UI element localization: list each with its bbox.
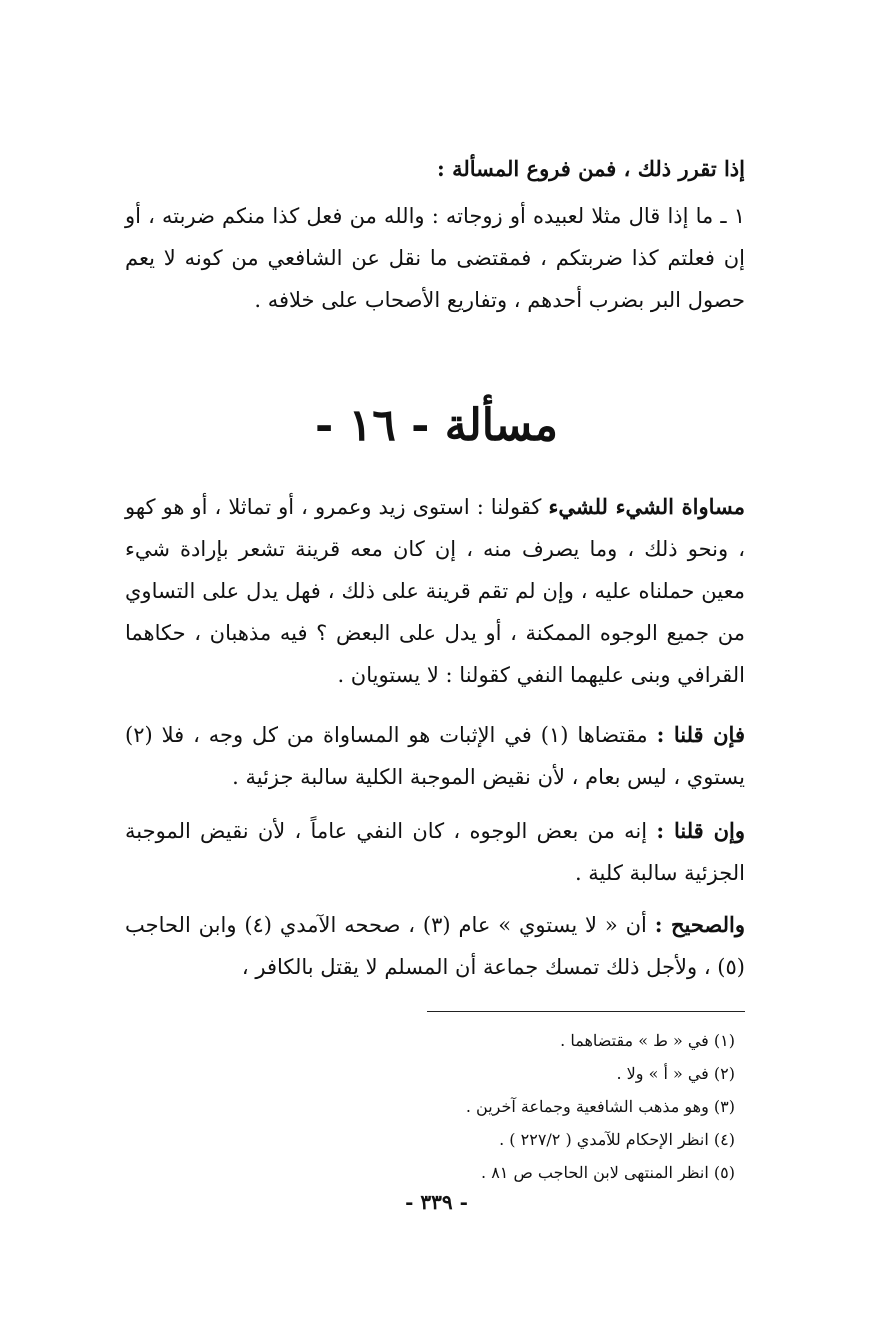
- paragraph-and-if-we-say: [125, 810, 745, 894]
- footnote-item: (٥) انظر المنتهى لابن الحاجب ص ٨١ .: [481, 1163, 735, 1182]
- paragraph-equality-text: كقولنا : استوى زيد وعمرو ، أو تماثلا ، أو هو كهو ، ونحو ذلك ، وما يصرف منه ، إن كان معه قرينة تشعر بإرادة شيء معين حملناه عليه ، وإن لم تقم قرينة على ذلك ، فهل يدل على التساوي من جميع الوجوه الممكنة ، أو يدل على البعض ؟ فيه مذهبان ، حكاهما القرافي وبنى عليهما النفي كقولنا : لا يستويان .: [125, 495, 745, 687]
- intro-line: [125, 148, 745, 190]
- paragraph-correct-view-body: [125, 904, 745, 988]
- paragraph-correct-view-lead: والصحيح :: [654, 912, 745, 937]
- paragraph-if-we-say: [125, 714, 745, 798]
- paragraph-correct-view: [125, 904, 745, 988]
- footnote-divider: [427, 1011, 745, 1012]
- page-number: - ٣٣٩ -: [405, 1190, 468, 1214]
- paragraph-and-if-we-say-text: إنه من بعض الوجوه ، كان النفي عاماً ، لأن نقيض الموجبة الجزئية سالبة كلية .: [125, 819, 745, 885]
- paragraph-and-if-we-say-lead: وإن قلنا :: [656, 818, 745, 843]
- footnotes: [175, 1024, 735, 1189]
- paragraph-equality-lead: مساواة الشيء للشيء: [548, 494, 745, 519]
- paragraph-if-we-say-lead: فإن قلنا :: [656, 722, 745, 747]
- paragraph-equality: [125, 486, 745, 696]
- paragraph-correct-view-text: أن « لا يستوي » عام (٣) ، صححه الآمدي (٤) وابن الحاجب (٥) ، ولأجل ذلك تمسك جماعة أن المسلم لا يقتل بالكافر ،: [125, 913, 745, 979]
- paragraph-and-if-we-say-body: [125, 810, 745, 894]
- footnote-item: (١) في « ط » مقتضاهما .: [560, 1031, 735, 1050]
- paragraph-equality-body: [125, 486, 745, 696]
- branch-one-paragraph: [125, 195, 745, 321]
- branch-one-text: ١ ـ ما إذا قال مثلا لعبيده أو زوجاته : والله من فعل كذا منكم ضربته ، أو إن فعلتم كذا ضربتكم ، فمقتضى ما نقل عن الشافعي من كونه لا يعم حصول البر بضرب أحدهم ، وتفاريع الأصحاب على خلافه .: [125, 204, 745, 312]
- footnote-item: (٢) في « أ » ولا .: [616, 1064, 735, 1083]
- footnote-item: (٤) انظر الإحكام للآمدي ( ٢٢٧/٢ ) .: [499, 1130, 735, 1149]
- footnote-item: (٣) وهو مذهب الشافعية وجماعة آخرين .: [465, 1097, 735, 1116]
- paragraph-if-we-say-text: مقتضاها (١) في الإثبات هو المساواة من كل وجه ، فلا (٢) يستوي ، ليس بعام ، لأن نقيض الموجبة الكلية سالبة جزئية .: [125, 723, 745, 789]
- section-heading: مسألة - ١٦ -: [315, 400, 558, 451]
- intro-text: إذا تقرر ذلك ، فمن فروع المسألة :: [437, 156, 745, 181]
- paragraph-if-we-say-body: [125, 714, 745, 798]
